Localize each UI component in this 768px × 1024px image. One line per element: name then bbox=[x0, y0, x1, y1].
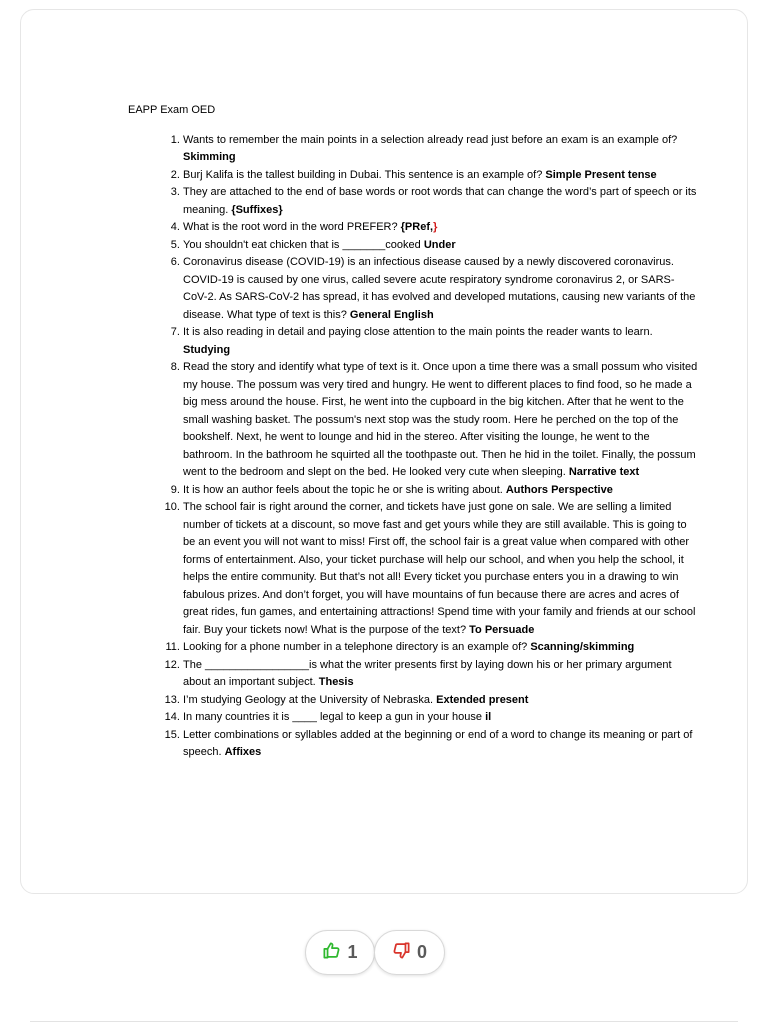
question-item bbox=[183, 692, 698, 710]
question-text: It is how an author feels about the topic he or she is writing about. bbox=[183, 483, 506, 496]
question-text: I’m studying Geology at the University of Nebraska. bbox=[183, 693, 437, 706]
question-text: The _________________is what the writer presents first by laying down his or her primary argument about an important subject. bbox=[183, 658, 672, 688]
question-answer: Affixes bbox=[224, 746, 262, 758]
question-answer: To Persuade bbox=[469, 623, 535, 636]
question-answer: il bbox=[485, 711, 492, 723]
downvote-count: 0 bbox=[416, 942, 427, 962]
question-answer: Simple Present tense bbox=[545, 168, 657, 181]
question-answer: Scanning/skimming bbox=[530, 641, 635, 653]
question-text: You shouldn't eat chicken that is _______cooked bbox=[183, 238, 424, 251]
question-item bbox=[183, 132, 698, 167]
thumbs-down-icon bbox=[392, 941, 417, 965]
question-item bbox=[183, 219, 698, 237]
upvote-count: 1 bbox=[347, 942, 358, 962]
answer-closing-brace: } bbox=[433, 221, 438, 233]
question-text: It is also reading in detail and paying close attention to the main points the reader wants to learn. bbox=[183, 326, 653, 338]
question-item bbox=[183, 359, 698, 482]
question-answer: Under bbox=[423, 238, 456, 251]
question-item bbox=[183, 482, 698, 500]
question-item bbox=[183, 727, 698, 762]
question-item bbox=[183, 254, 698, 324]
question-answer: {PRef, bbox=[400, 221, 434, 233]
question-answer: Skimming bbox=[183, 151, 236, 163]
thumbs-up-icon bbox=[322, 941, 347, 965]
question-item bbox=[183, 167, 698, 185]
question-list bbox=[128, 132, 698, 762]
question-answer: {Suffixes} bbox=[231, 203, 283, 216]
question-answer: Studying bbox=[183, 343, 231, 356]
question-text: Burj Kalifa is the tallest building in Dubai. This sentence is an example of? bbox=[183, 168, 546, 181]
question-answer: Extended present bbox=[436, 693, 529, 706]
question-text: Coronavirus disease (COVID-19) is an infectious disease caused by a newly discovered coronavirus. COVID-19 is caused by one virus, called severe acute respiratory syndrome coronavirus 2, or SARS-CoV-2. As SARS-CoV-2 has spread, it has evolved and developed mutations, causing new variants of the disease. What type of text is this? bbox=[183, 256, 696, 321]
question-item bbox=[183, 184, 698, 219]
document-body bbox=[128, 102, 698, 762]
document-card bbox=[20, 9, 748, 894]
question-text: The school fair is right around the corner, and tickets have just gone on sale. We are selling a limited number of tickets at a discount, so move fast and get yours while they are still available. This is going to be an event you will not want to miss! First off, the school fair is a great value when compared with other forms of entertainment. Also, your ticket purchase will help our school, and when you help the school, it helps the entire community. But that’s not all! Every ticket you purchase enters you in a drawing to win fabulous prizes. And don’t forget, you will have mountains of fun because there are acres and acres of great rides, fun games, and entertaining attractions! Spend time with your family and friends at our school fair. Buy your tickets now! What is the purpose of the text? bbox=[183, 501, 696, 636]
question-answer: Narrative text bbox=[568, 466, 640, 478]
downvote-button[interactable] bbox=[374, 930, 445, 975]
question-answer: Authors Perspective bbox=[505, 483, 613, 496]
question-item bbox=[183, 324, 698, 359]
question-text: What is the root word in the word PREFER? bbox=[183, 221, 401, 233]
question-item bbox=[183, 639, 698, 657]
question-item bbox=[183, 499, 698, 639]
question-text: Letter combinations or syllables added at the beginning or end of a word to change its meaning or part of speech. bbox=[183, 728, 693, 758]
document-title: EAPP Exam OED bbox=[128, 104, 216, 116]
vote-controls bbox=[305, 930, 445, 977]
question-text: In many countries it is ____ legal to keep a gun in your house bbox=[183, 711, 486, 723]
question-answer: General English bbox=[349, 308, 434, 321]
upvote-button[interactable] bbox=[305, 930, 375, 975]
question-item bbox=[183, 709, 698, 727]
question-answer: Thesis bbox=[318, 676, 354, 688]
question-item bbox=[183, 657, 698, 692]
question-text: Looking for a phone number in a telephone directory is an example of? bbox=[183, 641, 531, 653]
footer-divider bbox=[30, 1021, 738, 1022]
question-text: They are attached to the end of base words or root words that can change the word’s part of speech or its meaning. bbox=[183, 186, 697, 216]
question-text: Wants to remember the main points in a selection already read just before an exam is an example of? bbox=[183, 133, 678, 146]
question-text: Read the story and identify what type of text is it. Once upon a time there was a small possum who visited my house. The possum was very tired and hungry. He went to different places to find food, so he made a big mess around the house. First, he went into the cupboard in the big kitchen. After that he went to the small washing basket. The possum's next stop was the study room. Here he perched on the top of the bookshelf. Next, he went to lounge and hid in the stereo. After visiting the lounge, he went to the bathroom. In the bathroom he squirted all the toothpaste out. Then he hid in the toilet. Finally, the possum went to the bedroom and slept on the bed. He looked very cute when sleeping. bbox=[183, 361, 698, 478]
question-item bbox=[183, 237, 698, 255]
